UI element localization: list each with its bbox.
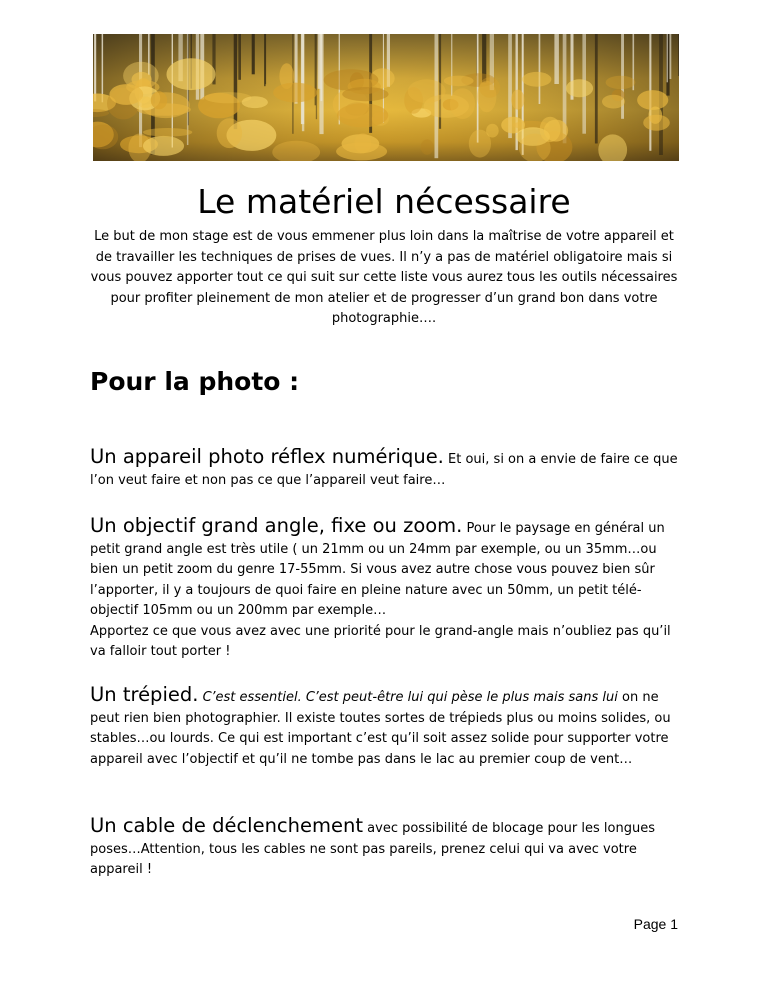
item-lead: Un trépied. xyxy=(90,683,199,706)
list-item xyxy=(90,816,682,881)
item-lead: Un objectif grand angle, fixe ou zoom. xyxy=(90,514,463,537)
forest-reflection-image xyxy=(93,34,679,161)
item-lead: Un cable de déclenchement xyxy=(90,814,364,837)
page-title: Le matériel nécessaire xyxy=(197,182,571,221)
header-banner-image xyxy=(93,34,679,161)
list-item xyxy=(90,516,682,663)
section-heading: Pour la photo : xyxy=(90,367,300,396)
intro-paragraph: Le but de mon stage est de vous emmener plus loin dans la maîtrise de votre appareil et de travailler les techniques de prises de vues. Il n’y a pas de matériel obligatoire mais si vous pouvez apporter tout ce qui suit sur cette liste vous aurez tous les outils nécessaires pour profiter pleinement de mon atelier et de progresser d’un grand bon dans votre photographie…. xyxy=(90,229,678,326)
item-text-continued: Apportez ce que vous avez avec une priorité pour le grand-angle mais n’oubliez pas qu’il va falloir tout porter ! xyxy=(90,623,671,659)
item-text-italic: C’est essentiel. C’est peut-être lui qui pèse le plus mais sans lui xyxy=(202,690,618,705)
item-lead: Un appareil photo réflex numérique. xyxy=(90,445,444,468)
list-item xyxy=(90,447,682,491)
item-text: Et oui, si on a envie de faire ce que l’on veut faire et non pas ce que l’appareil veut faire… xyxy=(90,452,678,488)
list-item xyxy=(90,685,682,770)
page-number: Page 1 xyxy=(633,916,678,932)
item-text: on ne peut rien bien photographier. Il existe toutes sortes de trépieds plus ou moins solides, ou stables…ou lourds. Ce qui est important c’est qu’il soit assez solide pour supporter votre appareil avec l’objectif et qu’il ne tombe pas dans le lac au premier coup de vent… xyxy=(90,690,671,767)
item-text: avec possibilité de blocage pour les longues poses…Attention, tous les cables ne sont pas pareils, prenez celui qui va avec votre appareil ! xyxy=(90,821,655,877)
item-text: Pour le paysage en général un petit grand angle est très utile ( un 21mm ou un 24mm par exemple, ou un 35mm…ou bien un petit zoom du genre 17-55mm. Si vous avez autre chose vous pouvez bien sûr l’apporter, il y a toujours de quoi faire en pleine nature avec un 50mm, un petit télé-objectif 105mm ou un 200mm par exemple… xyxy=(90,521,665,618)
